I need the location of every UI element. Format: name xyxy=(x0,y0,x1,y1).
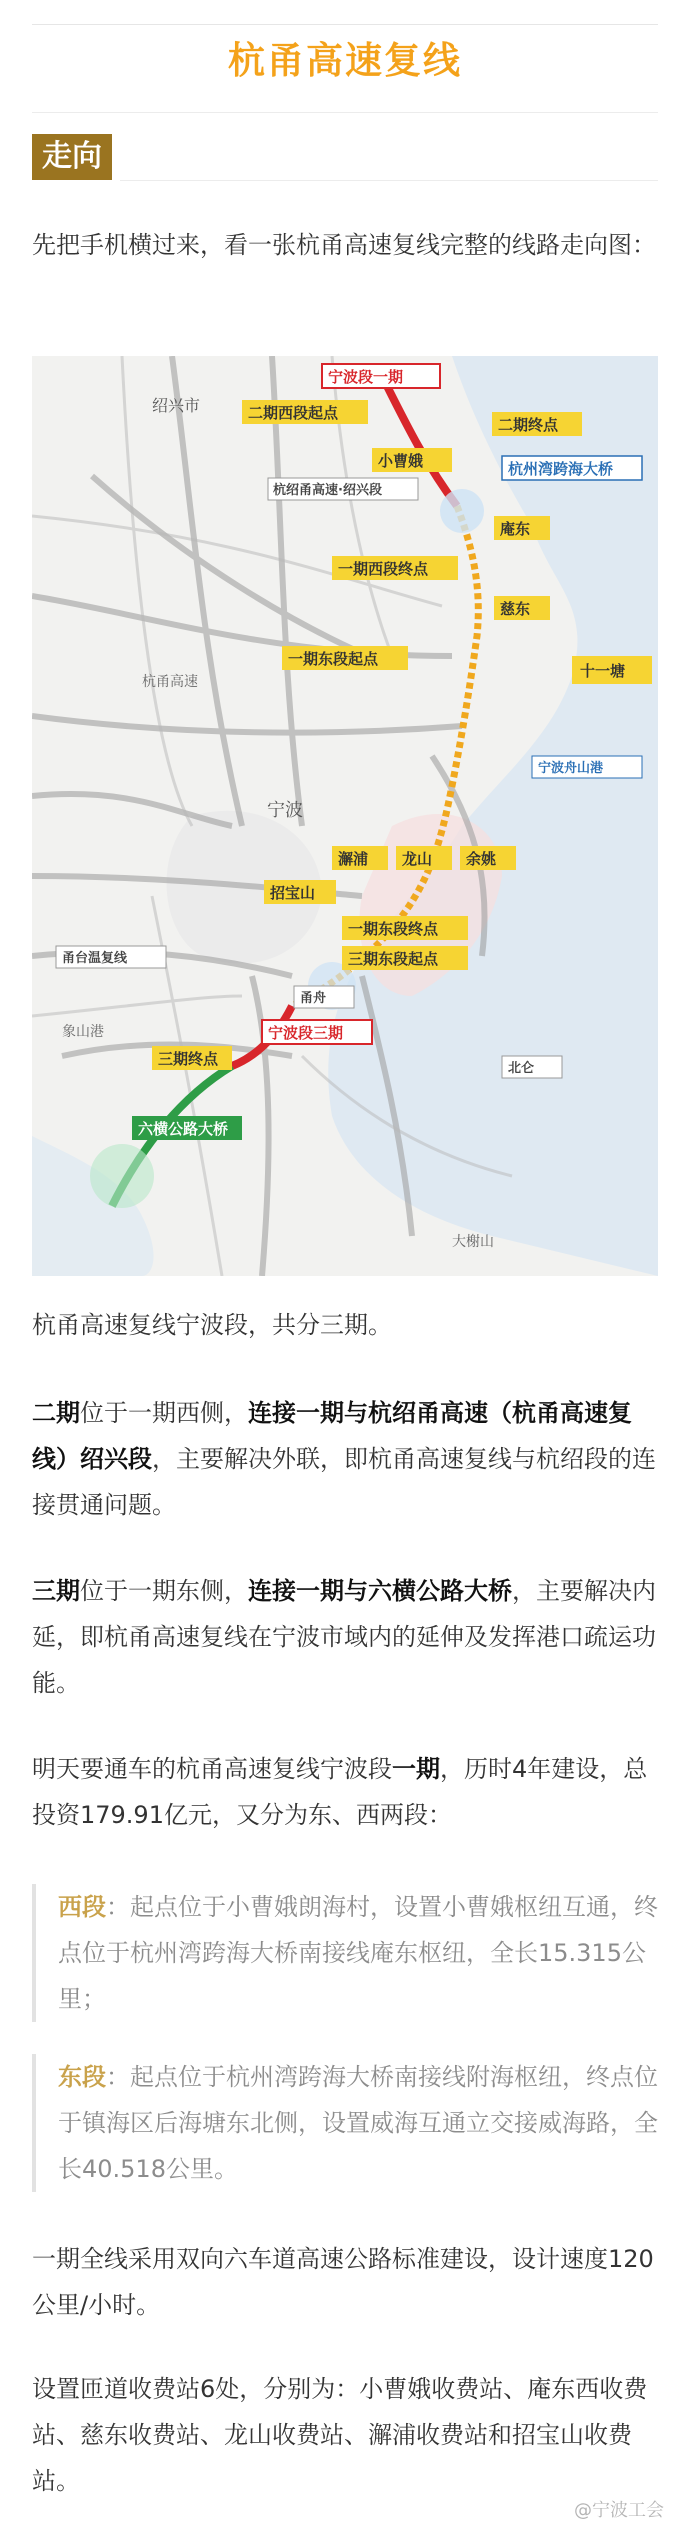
map-label-xiaocaoe: 小曹娥 xyxy=(378,452,424,470)
map-label-longshan: 龙山 xyxy=(402,850,433,868)
phase2-highlight: 连接一期与杭绍甬高速（杭甬高速复线）绍兴段 xyxy=(32,1399,632,1473)
intro-paragraph: 先把手机横过来，看一张杭甬高速复线完整的线路走向图： xyxy=(32,231,656,259)
map-label-liuheng: 六横公路大桥 xyxy=(138,1120,229,1138)
map-label-hang-shao-ning: 杭绍甬高速·绍兴段 xyxy=(273,483,382,498)
east-section-quote xyxy=(32,2054,658,2192)
section-label: 走向 xyxy=(32,134,112,180)
map-label-beilun: 北仑 xyxy=(508,1061,535,1076)
map-label-phase3-east-start: 三期东段起点 xyxy=(348,950,439,968)
map-label-xiangshan: 象山港 xyxy=(62,1024,104,1040)
map-label-yuyao: 余姚 xyxy=(466,850,497,868)
map-label-phase2-end: 二期终点 xyxy=(498,416,559,434)
map-label-hangyong: 杭甬高速 xyxy=(142,674,198,690)
phases-summary: 杭甬高速复线宁波段，共分三期。 xyxy=(32,1311,392,1339)
west-section-quote xyxy=(32,1884,658,2022)
phase1-paragraph xyxy=(32,1746,658,1838)
map-label-shaoxing: 绍兴市 xyxy=(152,396,201,415)
page-title: 杭甬高速复线 xyxy=(228,39,462,82)
east-text: ：起点位于杭州湾跨海大桥南接线附海枢纽，终点位于镇海区后海塘东北侧，设置威海互通立交接威海路，全长40.518公里。 xyxy=(58,2063,658,2183)
title-divider xyxy=(32,112,658,113)
map-label-phase3: 宁波段三期 xyxy=(268,1024,344,1042)
map-label-cidong: 慈东 xyxy=(500,600,531,618)
phase2-term: 二期 xyxy=(32,1399,80,1427)
phase2-text-b: ，主要解决外联，即杭甬高速复线与杭绍段的连接贯通问题。 xyxy=(32,1445,656,1519)
west-text: ：起点位于小曹娥朗海村，设置小曹娥枢纽互通，终点位于杭州湾跨海大桥南接线庵东枢纽，全长15.315公里； xyxy=(58,1893,658,2013)
map-label-zhaobaoshan: 招宝山 xyxy=(270,884,316,902)
map-label-phase3-end: 三期终点 xyxy=(158,1050,219,1068)
map-label-ningbo-west: 甬台温复线 xyxy=(62,951,128,966)
phase3-highlight: 连接一期与六横公路大桥 xyxy=(248,1577,512,1605)
phase1-term: 一期 xyxy=(392,1755,440,1783)
phase2-text-a: 位于一期西侧， xyxy=(80,1399,248,1427)
map-label-bay-bridge: 杭州湾跨海大桥 xyxy=(508,460,614,478)
toll-paragraph: 设置匝道收费站6处，分别为：小曹娥收费站、庵东西收费站、慈东收费站、龙山收费站、澥浦收费站和招宝山收费站。 xyxy=(32,2375,648,2495)
map-label-phase1: 宁波段一期 xyxy=(328,368,404,386)
west-label: 西段 xyxy=(58,1893,106,1921)
phase3-paragraph xyxy=(32,1568,658,1706)
source-watermark: @宁波工会 xyxy=(574,2500,664,2521)
map-label-andong: 庵东 xyxy=(500,520,531,538)
phase3-text-b: ，主要解决内延，即杭甬高速复线在宁波市域内的延伸及发挥港口疏运功能。 xyxy=(32,1577,656,1697)
phase1-text-b: ，历时4年建设，总投资179.91亿元，又分为东、西两段： xyxy=(32,1755,648,1829)
map-label-ningbo-zhoushan: 宁波舟山港 xyxy=(538,761,604,776)
map-label-dashan: 大榭山 xyxy=(452,1234,494,1250)
map-label-phase1-east-end: 一期东段终点 xyxy=(348,920,439,938)
top-divider xyxy=(32,24,658,25)
map-label-ningbo: 宁波 xyxy=(267,800,303,821)
map-label-phase1-west-end: 一期西段终点 xyxy=(338,560,429,578)
speed-paragraph: 一期全线采用双向六车道高速公路标准建设，设计速度120公里/小时。 xyxy=(32,2245,654,2319)
east-label: 东段 xyxy=(58,2063,106,2091)
section-divider xyxy=(120,180,658,181)
phase2-paragraph xyxy=(32,1390,658,1528)
phase1-text-a: 明天要通车的杭甬高速复线宁波段 xyxy=(32,1755,392,1783)
map-label-xiepu: 澥浦 xyxy=(338,850,369,868)
map-label-shiyi: 十一塘 xyxy=(580,662,626,680)
phase3-text-a: 位于一期东侧， xyxy=(80,1577,248,1605)
map-label-phase1-east-start: 一期东段起点 xyxy=(288,650,379,668)
phase3-term: 三期 xyxy=(32,1577,80,1605)
route-map-image xyxy=(32,356,658,1276)
map-label-phase2-start: 二期西段起点 xyxy=(248,404,339,422)
map-label-ganhai: 甬舟 xyxy=(300,991,327,1006)
